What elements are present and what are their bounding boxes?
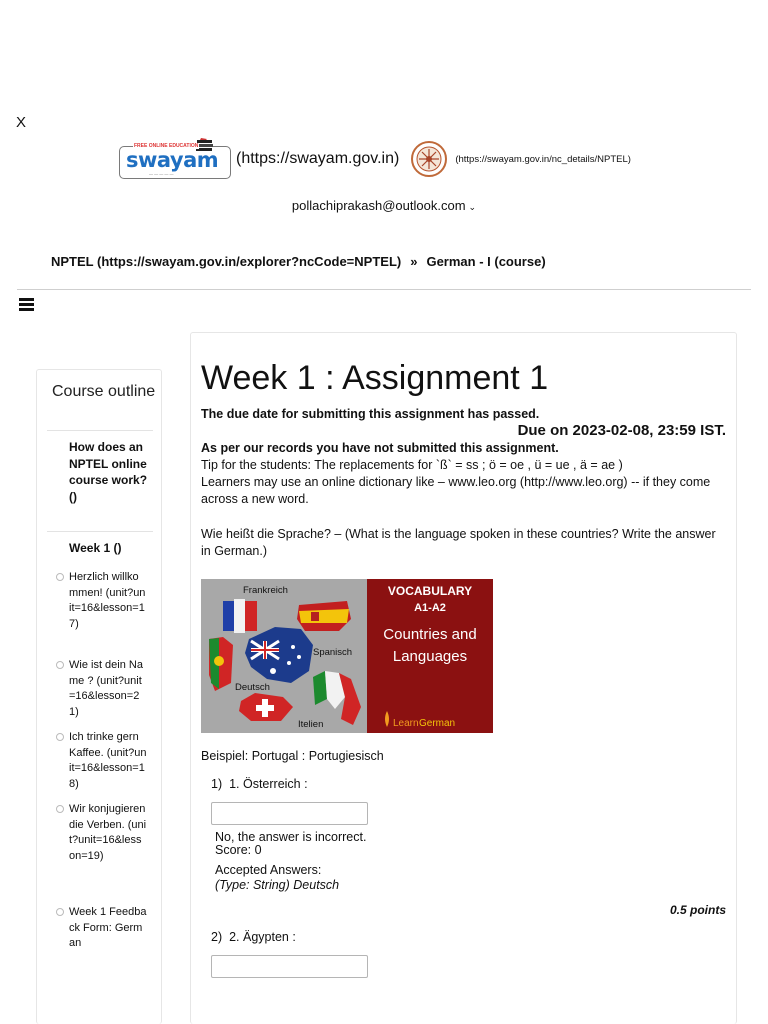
- swayam-link[interactable]: (https://swayam.gov.in): [236, 150, 400, 167]
- sidebar-lesson-label[interactable]: Ich trinke gern Kaffee. (unit?unit=16&lesson=18): [69, 731, 147, 790]
- sidebar-lesson[interactable]: [69, 730, 147, 792]
- circle-bullet-icon: [56, 733, 64, 741]
- question-number: 1): [211, 777, 223, 791]
- map-label: Deutsch: [235, 682, 270, 693]
- sidebar-lesson[interactable]: [69, 658, 147, 720]
- circle-bullet-icon: [56, 661, 64, 669]
- map-label: Frankreich: [243, 585, 288, 596]
- vocabulary-image: [201, 579, 493, 733]
- sidebar-divider: [47, 531, 153, 532]
- accepted-answers: [215, 863, 339, 893]
- question-1-feedback: [215, 831, 366, 857]
- swayam-wordmark: swayam: [126, 148, 219, 172]
- question-number: 2): [211, 930, 223, 944]
- breadcrumb: [51, 254, 546, 269]
- sidebar-item-week-1[interactable]: Week 1 (): [69, 541, 122, 555]
- nptel-logo-icon[interactable]: [409, 140, 449, 178]
- page-title: Week 1 : Assignment 1: [201, 359, 549, 397]
- question-text: 2. Ägypten :: [229, 930, 296, 944]
- question-1-answer-input[interactable]: [211, 802, 368, 825]
- swayam-tagline: FREE ONLINE EDUCATION: [134, 143, 199, 149]
- spain-flag-icon: [297, 601, 351, 631]
- brand-german: German: [419, 718, 456, 729]
- sidebar-lesson-label[interactable]: Week 1 Feedback Form: German: [69, 906, 147, 949]
- breadcrumb-course[interactable]: German - I (course): [426, 254, 546, 269]
- accepted-answer: (Type: String) Deutsch: [215, 878, 340, 892]
- sidebar-lesson[interactable]: [69, 570, 147, 632]
- close-button[interactable]: X: [16, 114, 27, 131]
- swayam-logo[interactable]: [119, 138, 231, 180]
- vocab-level: A1-A2: [414, 602, 446, 614]
- breadcrumb-nptel[interactable]: NPTEL (https://swayam.gov.in/explorer?ncCode=NPTEL): [51, 254, 402, 269]
- question-2-answer-input[interactable]: [211, 955, 368, 978]
- assignment-panel: [190, 332, 737, 1024]
- brand-learn: Learn: [393, 718, 419, 729]
- dictionary-text: Learners may use an online dictionary like – www.leo.org (http://www.leo.org) -- if they come across a new word.: [201, 475, 711, 506]
- circle-bullet-icon: [56, 805, 64, 813]
- tip-text: Tip for the students: The replacements for `ß` = ss ; ö = oe , ü = ue , ä = ae ): [201, 458, 623, 472]
- question-text: 1. Österreich :: [229, 777, 308, 791]
- submission-status: As per our records you have not submitted this assignment.: [201, 441, 559, 455]
- map-label: Spanisch: [313, 647, 353, 658]
- circle-bullet-icon: [56, 908, 64, 916]
- feedback-text: No, the answer is incorrect.: [215, 830, 367, 844]
- course-outline-sidebar: [36, 369, 162, 1024]
- sidebar-lesson-label[interactable]: Herzlich willkommen! (unit?unit=16&lesson=17): [69, 571, 146, 630]
- chevron-down-icon[interactable]: ⌄: [468, 202, 477, 212]
- sidebar-lesson-label[interactable]: Wir konjugieren die Verben. (unit?unit=16&lesson=19): [69, 803, 147, 862]
- user-email[interactable]: pollachiprakash@outlook.com: [291, 198, 466, 213]
- due-passed-notice: The due date for submitting this assignment has passed.: [201, 407, 540, 421]
- question-1-label: [211, 777, 308, 791]
- sidebar-item-how-it-works[interactable]: How does an NPTEL online course work? (): [69, 440, 148, 504]
- hamburger-menu-icon[interactable]: [19, 298, 34, 311]
- sidebar-lesson[interactable]: [69, 905, 147, 952]
- nptel-link[interactable]: (https://swayam.gov.in/nc_details/NPTEL): [455, 153, 631, 165]
- example-text: Beispiel: Portugal : Portugiesisch: [201, 749, 384, 763]
- circle-bullet-icon: [56, 573, 64, 581]
- breadcrumb-separator: »: [410, 254, 418, 269]
- swayam-subtext: — — — — —: [149, 171, 174, 176]
- sidebar-title: Course outline: [52, 383, 156, 400]
- question-1-points: 0.5 points: [669, 903, 726, 917]
- accepted-label: Accepted Answers:: [215, 863, 322, 877]
- header-logos: [119, 138, 631, 180]
- question-2-label: [211, 930, 296, 944]
- sidebar-lesson-label[interactable]: Wie ist dein Name ? (unit?unit=16&lesson=21): [69, 659, 143, 718]
- score-text: Score: 0: [215, 843, 262, 857]
- map-label: Itelien: [298, 719, 324, 730]
- portugal-flag-icon: [209, 637, 233, 691]
- question-instructions: Wie heißt die Sprache? – (What is the language spoken in these countries? Write the answer in German.): [201, 527, 716, 558]
- assignment-tip: [201, 457, 721, 508]
- france-flag-icon: [223, 599, 257, 633]
- vocab-subtitle-line1: Countries and: [383, 626, 477, 643]
- vocab-heading: VOCABULARY: [387, 584, 473, 598]
- sidebar-lesson[interactable]: [69, 802, 147, 864]
- vocab-subtitle-line2: Languages: [392, 648, 468, 665]
- sidebar-divider: [47, 430, 153, 431]
- header-divider: [17, 289, 751, 290]
- user-menu[interactable]: [0, 198, 768, 213]
- due-date: Due on 2023-02-08, 23:59 IST.: [517, 422, 726, 439]
